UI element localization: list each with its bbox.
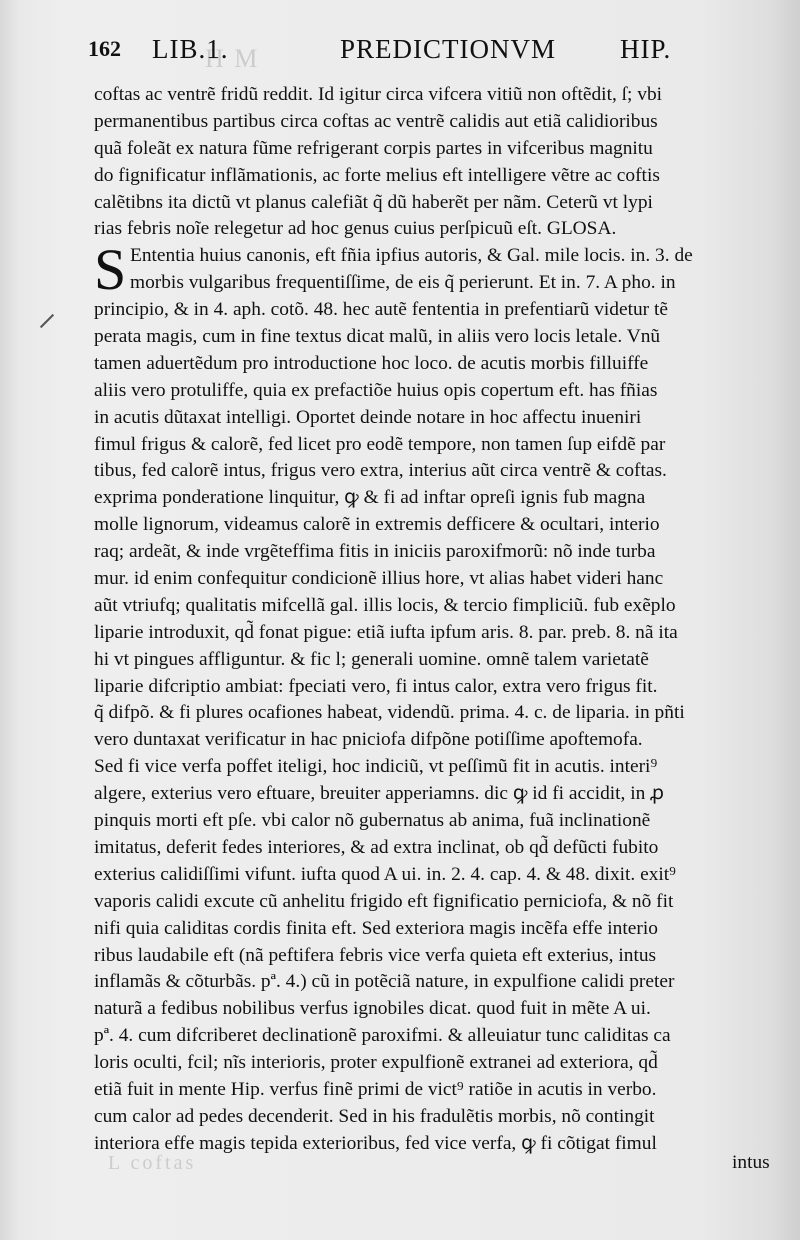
text-line: morbis vulgaribus frequentiſſime, de eis q̃ perierunt. Et in. 7. A pho. in xyxy=(130,272,676,294)
text-line: perata magis, cum in fine textus dicat malũ, in aliis vero locis letale. Vnũ xyxy=(94,326,661,348)
text-line: nifi quia caliditas cordis finita eft. Sed exteriora magis incẽfa effe interio xyxy=(94,917,658,939)
book-label: LIB.1. xyxy=(152,34,229,64)
text-line: raq; ardeãt, & inde vrgẽteffima fitis in iniciis paroxifmorũ: nõ inde turba xyxy=(94,541,656,563)
folio-number: 162 xyxy=(88,36,121,61)
text-line: pª. 4. cum difcriberet declinationẽ paroxifmi. & alleuiatur tunc caliditas ca xyxy=(94,1025,671,1047)
text-line: inflamãs & cõturbãs. pª. 4.) cũ in potẽciã nature, in expulfione calidi preter xyxy=(94,971,675,993)
text-line: loris oculti, fcil; nĩs interioris, proter expulfionẽ extranei ad exteriora, qd̃ xyxy=(94,1052,658,1074)
text-line: liparie introduxit, qd̃ fonat pigue: etiã iufta ipfum aris. 8. par. preb. 8. nã ita xyxy=(94,621,678,643)
text-line: liparie difcriptio ambiat: fpeciati vero, fi intus calor, extra vero frigus fit. xyxy=(94,675,658,697)
text-line: vaporis calidi excute cũ anhelitu frigido eft fignificatio perniciofa, & nõ fit xyxy=(94,890,674,912)
text-line: aũt vtriufq; qualitatis mifcellã gal. illis locis, & tercio fimpliciũ. fub exẽplo xyxy=(94,594,676,616)
text-line: principio, & in 4. aph. cotõ. 48. hec autẽ fententia in prefentiarũ videtur tẽ xyxy=(94,299,668,321)
text-line: naturã a fedibus nobilibus verfus ignobiles dicat. quod fuit in mẽte A ui. xyxy=(94,998,651,1020)
bleed-through-bottom: L coftas xyxy=(108,1152,197,1174)
text-line: ribus laudabile eft (nã peftifera febris vice verfa quieta eft exterius, intus xyxy=(94,944,657,966)
text-line: vero duntaxat verificatur in hac pniciofa difpõne potiſſime apoftemofa. xyxy=(94,729,643,751)
text-line: imitatus, deferit fedes interiores, & ad extra inclinat, ob qd̃ defũcti fubito xyxy=(94,836,659,858)
bleed-through-top: H M xyxy=(205,44,260,73)
text-line: Ententia huius canonis, eft fñia ipfius autoris, & Gal. mile locis. in. 3. de xyxy=(130,245,693,267)
page-header xyxy=(88,34,698,74)
running-head: PREDICTIONVM xyxy=(340,34,557,64)
margin-mark xyxy=(40,314,54,328)
text-line: mur. id enim confequitur condicionẽ illius hore, vt alias habet videri hanc xyxy=(94,568,664,590)
text-line: fimul frigus & calorẽ, fed licet pro eodẽ tempore, non tamen ſup eifdẽ par xyxy=(94,433,666,455)
text-line: calẽtibns ita dictũ vt planus calefiãt q̃ dũ haberẽt per nãm. Ceterũ vt lypi xyxy=(94,191,653,213)
text-line: etiã fuit in mente Hip. verfus finẽ primi de vict⁹ ratiõe in acutis in verbo. xyxy=(94,1078,657,1100)
text-line: quã foleãt ex natura fũme refrigerant corpis partes in vifceribus magnitu xyxy=(94,137,653,159)
text-line: do fignificatur inflãmationis, ac forte melius eft intelligere vẽtre ac coftis xyxy=(94,164,660,186)
text-line: Sed fi vice verfa poffet iteligi, hoc indiciũ, vt peſſimũ fit in acutis. interi⁹ xyxy=(94,756,658,778)
text-line: cum calor ad pedes decenderit. Sed in his fradulẽtis morbis, nõ contingit xyxy=(94,1105,655,1127)
text-line: permanentibus partibus circa coftas ac ventrẽ calidis aut etiã calidioribus xyxy=(94,110,658,132)
text-line: pinquis morti eft pſe. vbi calor nõ gubernatus ab anima, fuã inclinationẽ xyxy=(94,810,651,832)
catchword: intus xyxy=(732,1152,770,1173)
body-text xyxy=(94,82,774,1158)
text-line: aliis vero protuliffe, quia ex prefactiõe huius opis copertum eft. has fñias xyxy=(94,379,658,401)
author-label: HIP. xyxy=(620,34,672,64)
text-line: algere, exterius vero eftuare, breuiter apperiamns. dic ꝙ id fi accidit, in ꝓ xyxy=(94,783,665,805)
text-line: q̃ difpõ. & fi plures ocafiones habeat, videndũ. prima. 4. c. de liparia. in pñti xyxy=(94,702,685,724)
text-line: in acutis dũtaxat intelligi. Oportet deinde notare in hoc affectu inueniri xyxy=(94,406,642,428)
text-line: molle lignorum, videamus calorẽ in extremis defficere & ocultari, interio xyxy=(94,514,660,536)
text-line: interiora effe magis tepida exterioribus, fed vice verfa, ꝙ fi cõtigat fimul xyxy=(94,1132,657,1154)
text-line: hi vt pingues affliguntur. & fic l; generali uomine. omnẽ talem varietatẽ xyxy=(94,648,649,670)
text-line: rias febris noĩe relegetur ad hoc genus cuius perſpicuũ eſt. GLOSA. xyxy=(94,218,617,240)
text-line: coftas ac ventrẽ fridũ reddit. Id igitur circa vifcera vitiũ non oftẽdit, ſ; vbi xyxy=(94,84,663,105)
text-line: exprima ponderatione linquitur, ꝙ & fi ad inftar opreſi ignis fub magna xyxy=(94,487,646,509)
drop-cap: S xyxy=(94,237,127,303)
text-line: tamen aduertẽdum pro introductione hoc loco. de acutis morbis filluiffe xyxy=(94,352,649,374)
text-line: tibus, fed calorẽ intus, frigus vero extra, interius aũt circa ventrẽ & coftas. xyxy=(94,460,667,482)
text-line: exterius calidiſſimi vifunt. iufta quod A ui. in. 2. 4. cap. 4. & 48. dixit. exit⁹ xyxy=(94,863,676,885)
